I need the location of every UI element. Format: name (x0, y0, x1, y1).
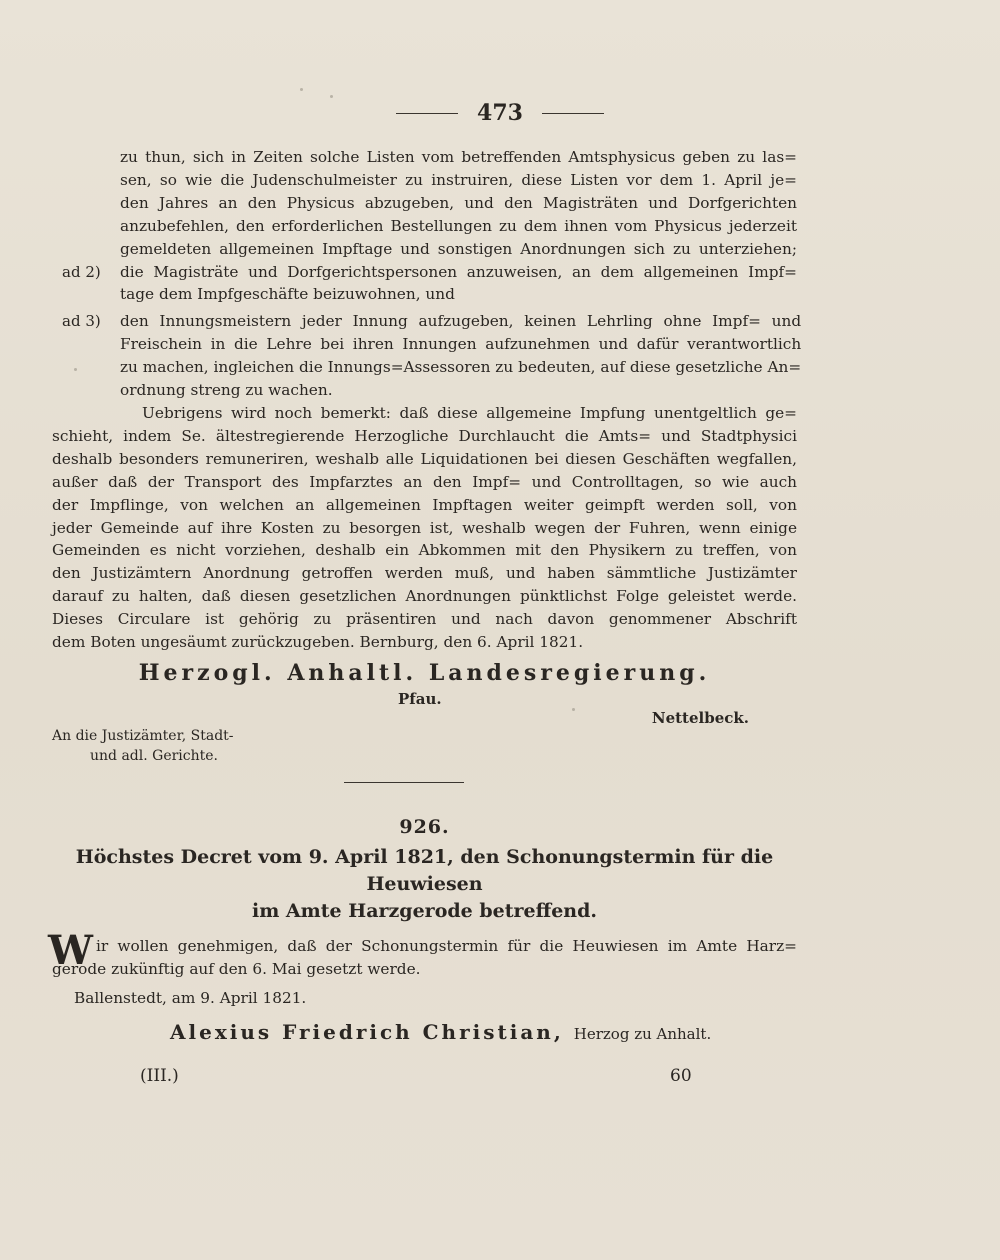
section-title (52, 844, 797, 925)
text-line: deshalb besonders remuneriren, weshalb alle Liquidationen bei diesen Geschäften wegfallen, (52, 449, 797, 468)
signer-pfau: Pfau. (398, 689, 442, 708)
text-line: die Magisträte und Dorfgerichtspersonen anzuweisen, an dem allgemeinen Impf= (120, 262, 797, 281)
decree-date: Ballenstedt, am 9. April 1821. (74, 988, 307, 1007)
text-line: Gemeinden es nicht vorziehen, deshalb ein Abkommen mit den Physikern zu treffen, von (52, 541, 797, 560)
addressee-block (52, 708, 797, 770)
text-line: außer daß der Transport des Impfarztes an den Impf= und Controlltagen, so wie auch (52, 472, 797, 491)
paragraph-circular (52, 608, 797, 654)
text-line: den Innungsmeistern jeder Innung aufzugeben, keinen Lehrling ohne Impf= und (120, 312, 802, 331)
text-line: ordnung streng zu wachen. (120, 381, 333, 400)
footer-sheet-number: 60 (670, 1066, 692, 1086)
footer-part-number: (III.) (140, 1066, 179, 1086)
section-number: 926. (399, 815, 450, 838)
text-line: ir wollen genehmigen, daß der Schonungstermin für die Heuwiesen im Amte Harz= (96, 936, 797, 955)
item-1-continuation (52, 146, 797, 261)
text-line: sen, so wie die Judenschulmeister zu instruiren, diese Listen vor dem 1. April je= (120, 170, 797, 189)
title-line: im Amte Harzgerode betreffend. (251, 899, 597, 922)
header-rule-left (396, 113, 458, 114)
page-number: 473 (477, 100, 523, 126)
text-line: tage dem Impfgeschäfte beizuwohnen, und (120, 285, 455, 304)
drop-cap-initial: W (48, 926, 93, 974)
section-divider (52, 770, 797, 810)
page-header (0, 100, 1000, 126)
ducal-signature (52, 1016, 797, 1050)
text-line: anzubefehlen, den erforderlichen Bestellungen zu dem ihnen vom Physicus jederzeit (120, 216, 797, 235)
government-signature: Herzogl. Anhaltl. Landesregierung. (138, 659, 711, 686)
text-line: der Impflinge, von welchen an allgemeinen Impftagen weiter geimpft werden soll, von (52, 495, 797, 514)
header-rule-right (542, 113, 604, 114)
text-line: gerode zukünftig auf den 6. Mai gesetzt werde. (52, 959, 421, 978)
text-line: jeder Gemeinde auf ihre Kosten zu besorgen ist, weshalb wegen der Fuhren, wenn einige (52, 518, 797, 537)
duke-name: Alexius Friedrich Christian, (170, 1019, 564, 1044)
paragraph-remarks (52, 402, 797, 608)
text-line: Freischein in die Lehre bei ihren Innungen aufzunehmen und dafür verantwortlich (120, 335, 802, 354)
text-line: gemeldeten allgemeinen Impftage und sonstigen Anordnungen sich zu unterziehen; (120, 239, 797, 258)
text-line: schieht, indem Se. ältestregierende Herzogliche Durchlaucht die Amts= und Stadtphysici (52, 426, 797, 445)
page-body (48, 146, 802, 1050)
text-line: Uebrigens wird noch bemerkt: daß diese allgemeine Impfung unentgeltlich ge= (142, 403, 797, 422)
text-line: zu thun, sich in Zeiten solche Listen vom betreffenden Amtsphysicus geben zu las= (120, 148, 797, 166)
addressee-line: An die Justizämter, Stadt- (52, 727, 234, 744)
text-line: den Jahres an den Physicus abzugeben, und den Magisträten und Dorfgerichten (120, 193, 797, 212)
duke-title: Herzog zu Anhalt. (573, 1024, 712, 1043)
list-item-3 (52, 310, 802, 402)
signer-nettelbeck: Nettelbeck. (651, 708, 749, 727)
paper-speck (330, 95, 333, 98)
text-line: Dieses Circulare ist gehörig zu präsentiren und nach davon genommener Abschrift (52, 610, 797, 629)
list-item-2 (52, 261, 797, 307)
text-line: zu machen, ingleichen die Innungs=Assessoren zu bedeuten, auf diese gesetzliche An= (120, 358, 802, 377)
item-marker: ad 3) (62, 312, 101, 331)
text-line: darauf zu halten, daß diesen gesetzlichen Anordnungen pünktlichst Folge geleistet werde. (52, 587, 797, 606)
title-line: Höchstes Decret vom 9. April 1821, den Schonungstermin für die Heuwiesen (75, 845, 774, 895)
addressee-line: und adl. Gerichte. (90, 747, 218, 764)
paper-speck (300, 88, 303, 91)
text-line: den Justizämtern Anordnung getroffen werden muß, und haben sämmtliche Justizämter (52, 564, 797, 583)
decree-text (48, 926, 797, 981)
item-marker: ad 2) (62, 262, 101, 281)
text-line: dem Boten ungesäumt zurückzugeben. Bernburg, den 6. April 1821. (52, 633, 584, 652)
